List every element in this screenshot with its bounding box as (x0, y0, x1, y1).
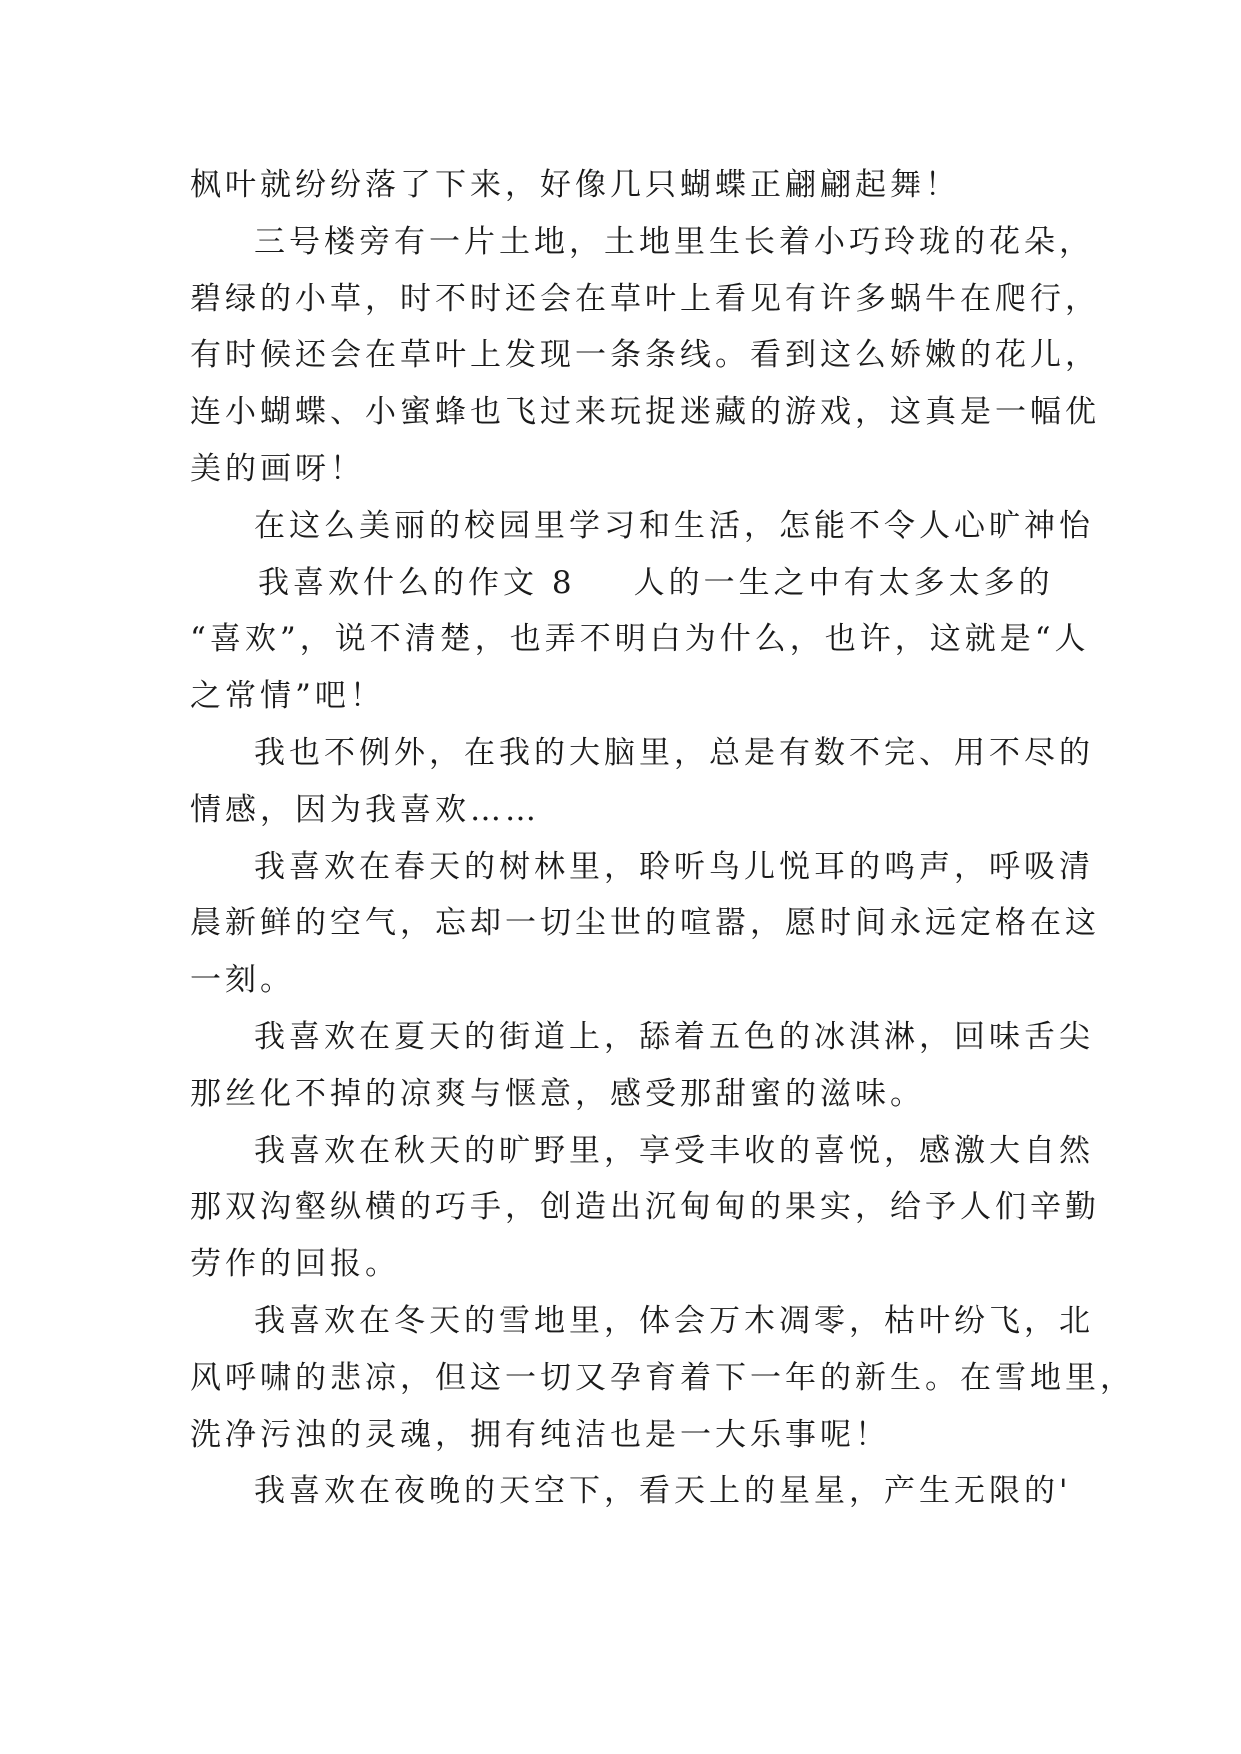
text-line: 连小蝴蝶、小蜜蜂也飞过来玩捉迷藏的游戏，这真是一幅优 (190, 394, 1100, 431)
paragraph-start-line: 在这么美丽的校园里学习和生活，怎能不令人心旷神怡 (254, 507, 1094, 544)
text-line: 那丝化不掉的凉爽与惬意，感受那甜蜜的滋味。 (190, 1075, 925, 1112)
paragraph-start-line: 我喜欢在秋天的旷野里，享受丰收的喜悦，感激大自然 (254, 1132, 1094, 1169)
text-line: 枫叶就纷纷落了下来，好像几只蝴蝶正翩翩起舞！ (190, 167, 960, 203)
essay-heading-title: 我喜欢什么的作文 8 (258, 564, 576, 601)
text-line: “喜欢”，说不清楚，也弄不明白为什么，也许，这就是“人 (190, 621, 1090, 658)
text-line: 之常情”吧！ (190, 678, 385, 715)
text-line: 情感，因为我喜欢…… (190, 791, 540, 828)
text-line: 劳作的回报。 (190, 1246, 400, 1283)
paragraph-start-line: 我喜欢在冬天的雪地里，体会万木凋零，枯叶纷飞，北 (254, 1302, 1094, 1339)
paragraph-start-line: 我也不例外，在我的大脑里，总是有数不完、用不尽的 (254, 734, 1094, 771)
paragraph-start-line: 三号楼旁有一片土地，土地里生长着小巧玲珑的花朵， (254, 223, 1094, 260)
text-line: 洗净污浊的灵魂，拥有纯洁也是一大乐事呢！ (190, 1416, 890, 1453)
text-line: 一刻。 (190, 962, 295, 999)
essay-heading-continuation: 人的一生之中有太多太多的 (633, 564, 1054, 601)
text-line: 风呼啸的悲凉，但这一切又孕育着下一年的新生。在雪地里， (190, 1359, 1135, 1396)
paragraph-start-line: 我喜欢在夜晚的天空下，看天上的星星，产生无限的' (254, 1473, 1072, 1510)
essay-heading-line (190, 555, 1054, 612)
paragraph-start-line: 我喜欢在夏天的街道上，舔着五色的冰淇淋，回味舌尖 (254, 1018, 1094, 1055)
text-line: 有时候还会在草叶上发现一条条线。看到这么娇嫩的花儿， (190, 337, 1100, 374)
paragraph-start-line: 我喜欢在春天的树林里，聆听鸟儿悦耳的鸣声，呼吸清 (254, 848, 1094, 885)
text-line: 美的画呀！ (190, 450, 365, 487)
text-line: 那双沟壑纵横的巧手，创造出沉甸甸的果实，给予人们辛勤 (190, 1189, 1100, 1226)
essay-text (190, 157, 1135, 1520)
text-line: 晨新鲜的空气，忘却一切尘世的喧嚣，愿时间永远定格在这 (190, 905, 1100, 942)
text-line: 碧绿的小草，时不时还会在草叶上看见有许多蜗牛在爬行， (190, 280, 1100, 317)
